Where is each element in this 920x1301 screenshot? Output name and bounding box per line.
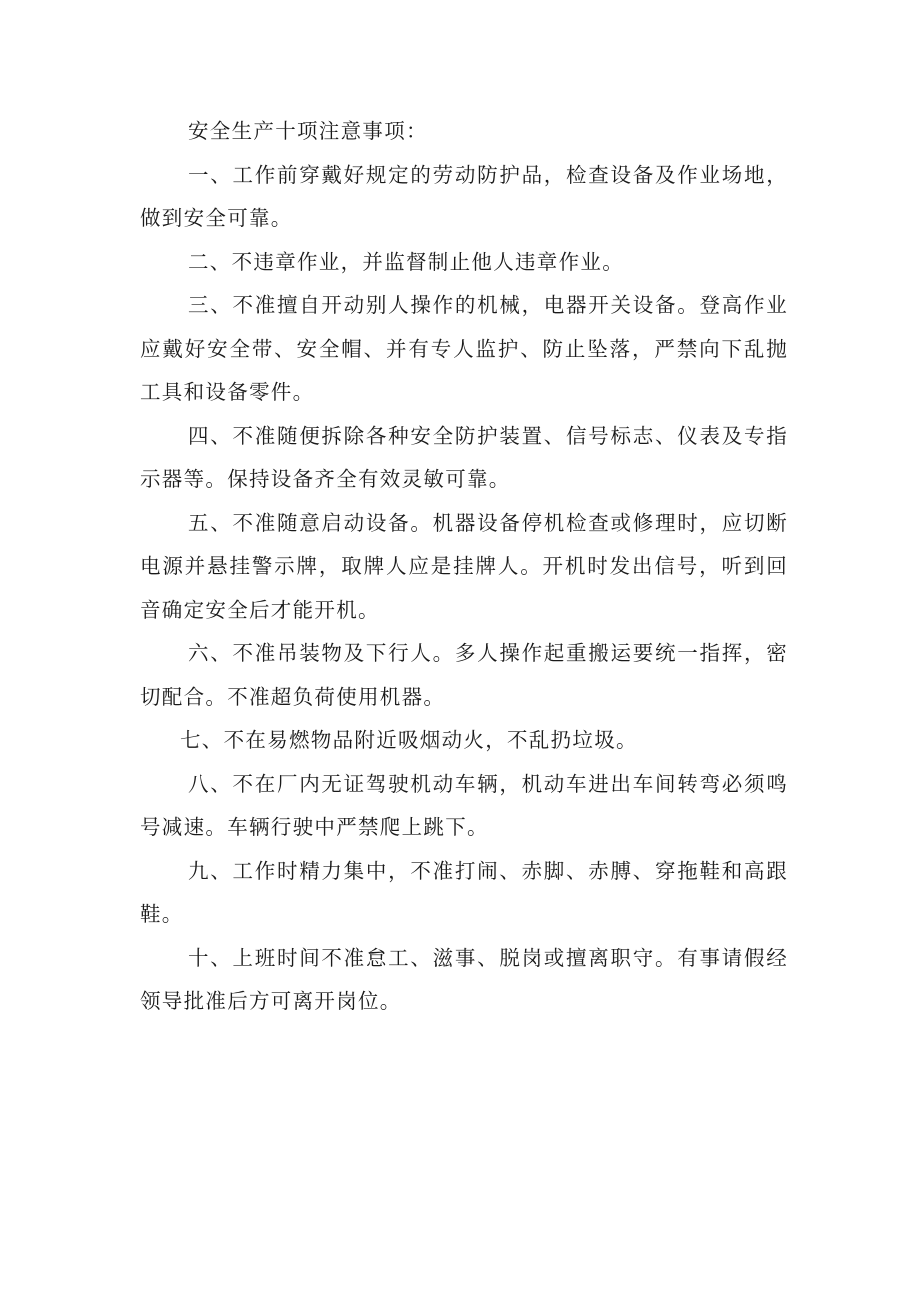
rule-item-10: 十、上班时间不准怠工、滋事、脱岗或擅离职守。有事请假经领导批准后方可离开岗位。	[140, 945, 788, 1013]
rule-item-6: 六、不准吊装物及下行人。多人操作起重搬运要统一指挥，密切配合。不准超负荷使用机器。	[140, 641, 788, 709]
rule-item-9: 九、工作时精力集中，不准打闹、赤脚、赤膊、穿拖鞋和高跟鞋。	[140, 858, 788, 926]
rule-item-1: 一、工作前穿戴好规定的劳动防护品，检查设备及作业场地，做到安全可靠。	[140, 162, 788, 230]
rule-item-5: 五、不准随意启动设备。机器设备停机检查或修理时，应切断电源并悬挂警示牌，取牌人应是挂牌人。开机时发出信号，听到回音确定安全后才能开机。	[140, 510, 788, 622]
document-title: 安全生产十项注意事项：	[188, 119, 428, 143]
rule-item-3: 三、不准擅自开动别人操作的机械，电器开关设备。登高作业应戴好安全带、安全帽、并有专人监护、防止坠落，严禁向下乱抛工具和设备零件。	[140, 293, 788, 404]
rule-item-8: 八、不在厂内无证驾驶机动车辆，机动车进出车间转弯必须鸣号减速。车辆行驶中严禁爬上跳下。	[140, 771, 788, 839]
rule-item-7: 七、不在易燃物品附近吸烟动火，不乱扔垃圾。	[180, 728, 638, 752]
rule-item-2: 二、不违章作业，并监督制止他人违章作业。	[188, 249, 624, 274]
rule-item-4: 四、不准随便拆除各种安全防护装置、信号标志、仪表及专指示器等。保持设备齐全有效灵敏可靠。	[140, 423, 788, 491]
document-body	[140, 110, 788, 1024]
